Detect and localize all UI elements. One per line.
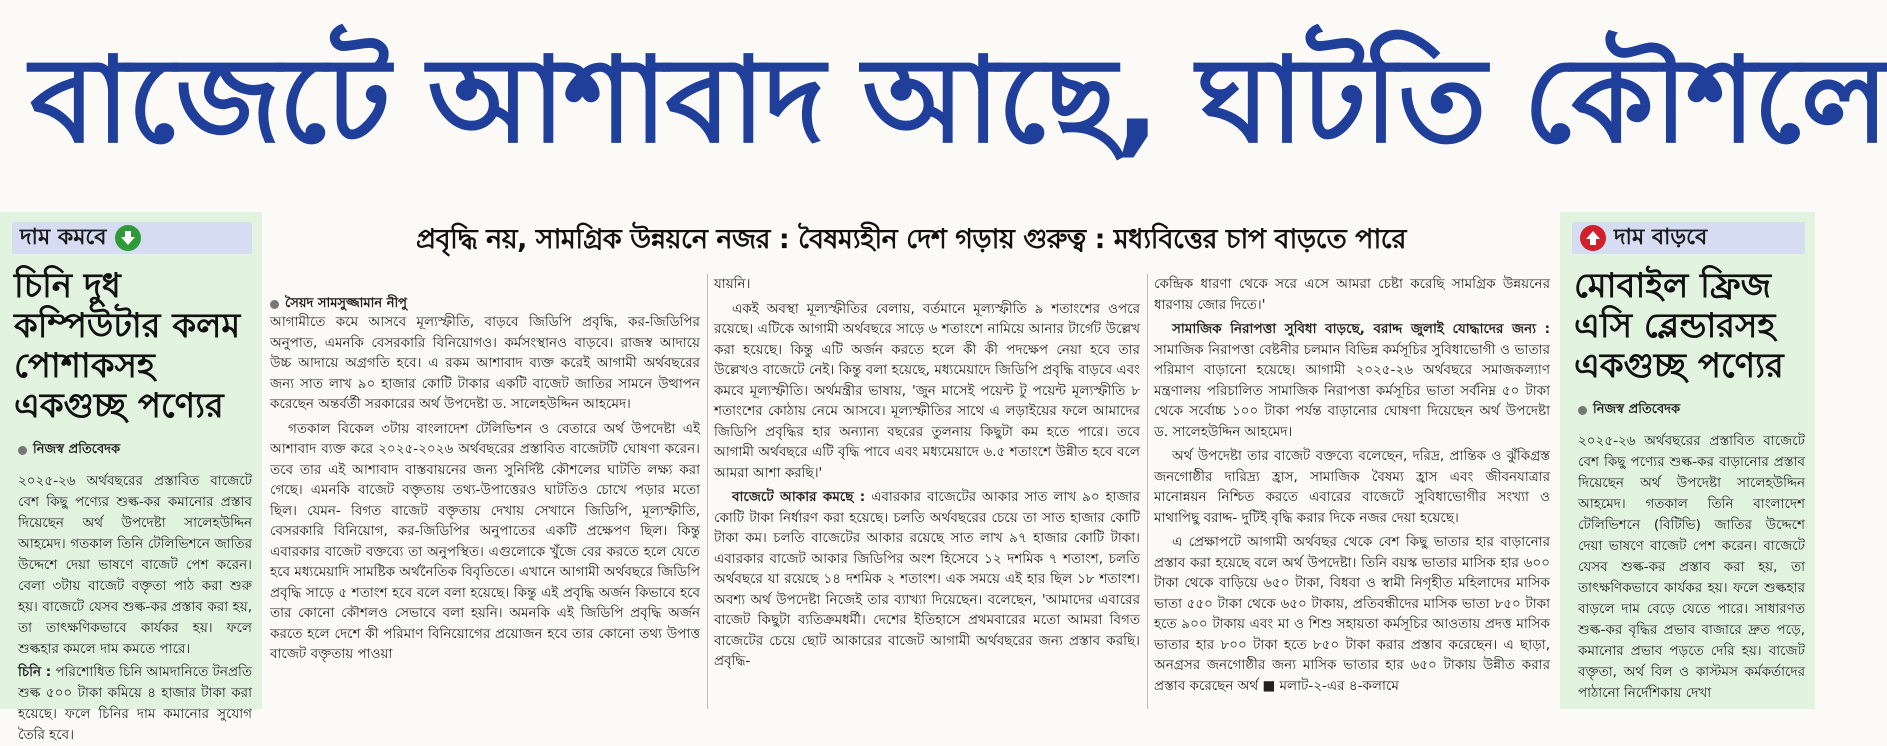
paragraph: এ প্রেক্ষাপটে আগামী অর্থবছর থেকে বেশ কিছু ভাতার হার বাড়ানোর প্রস্তাব করা হয়েছে বলে অর্থ উপদেষ্টা। তিনি বয়স্ক ভাতার মাসিক হার ৬০০ টাকা থেকে বাড়িয়ে ৬৫০ টাকা, বিধবা ও স্বামী নিগৃহীত মহিলাদের মাসিক ভাতা ৫৫০ টাকা থেকে ৬৫০ টাকায়, প্রতিবন্ধীদের মাসিক ভাতা ৮৫০ টাকা হতে ৯০০ টাকায় এবং মা ও শিশু সহায়তা কর্মসূচির আওতায় প্রদত্ত মাসিক ভাতার হার ৮০০ টাকা হতে ৮৫০ টাকা করার প্রস্তাব করেছেন। এ ছাড়া, অনগ্রসর জনগোষ্ঠীর জন্য মাসিক ভাতার হার ৬৫০ টাকায় উন্নীত করার প্রস্তাব করেছেন অর্থ ■ মলাট-২-এর ৪-কলামে [1154,534,1550,694]
article-column-3 [1154,274,1550,709]
subheadline: প্রবৃদ্ধি নয়, সামগ্রিক উন্নয়নে নজর : বৈষম্যহীন দেশ গড়ায় গুরুত্ব : মধ্যবিত্তের চাপ বাড়তে পারে [415,224,1407,255]
right-byline-text: নিজস্ব প্রতিবেদক [1593,402,1681,417]
section-paragraph [1154,319,1550,442]
left-byline [18,440,262,461]
right-title: মোবাইল ফ্রিজ এসি ব্লেন্ডারসহ একগুচ্ছ পণ্যের [1574,266,1784,386]
down-arrow-icon [115,225,141,251]
section-label: বাজেটে আকার কমছে : [732,489,866,505]
section-label: সামাজিক নিরাপত্তা সুবিধা বাড়ছে, বরাদ্দ জুলাই যোদ্ধাদের জন্য : [1172,321,1550,337]
price-up-tag [1572,222,1805,254]
up-arrow-icon [1580,225,1606,251]
tag-label: দাম বাড়বে [1614,224,1708,250]
bullet-icon [270,300,279,309]
left-body-sugar-text: পরিশোধিত চিনি আমদানিতে টনপ্রতি শুল্ক ৫০০ টাকা কমিয়ে ৪ হাজার টাকা করা হয়েছে। ফলে চিনির দাম কমানোর সুযোগ তৈরি হবে। [18,664,253,743]
left-body-sugar-label: চিনি : [18,664,52,680]
section-text: এবারকার বাজেটের আকার সাত লাখ ৯০ হাজার কোটি টাকা নির্ধারণ করা হয়েছে। চলতি অর্থবছরের চেয়ে তা সাত হাজার কোটি টাকা কম। চলতি বাজেটের আকার রয়েছে সাত লাখ ৯৭ হাজার কোটি টাকা। এবারকার বাজেট আকার জিডিপির অংশ হিসেবে ১২ দশমিক ৭ শতাংশ, চলতি অর্থবছরে যা রয়েছে ১৪ দশমিক ২ শতাংশ। এক সময়ে এই হার ছিল ১৮ শতাংশ। অবশ্য অর্থ উপদেষ্টা নিজেই তার ব্যাখ্যা দিয়েছেন। বলেছেন, 'আমাদের এবারের বাজেট কিছুটা ব্যতিক্রমধর্মী। দেশের ইতিহাসে প্রথমবারের মতো আমরা বিগত বাজেটের চেয়ে ছোট আকারের বাজেট আগামী অর্থবছরের জন্য প্রস্তাব করছি। প্রবৃদ্ধি- [714,489,1141,669]
paragraph: যায়নি। [714,276,751,292]
column-divider [707,274,708,709]
bullet-icon [1578,406,1587,415]
paragraph: অর্থ উপদেষ্টা তার বাজেট বক্তব্যে বলেছেন, দরিদ্র, প্রান্তিক ও ঝুঁকিগ্রস্ত জনগোষ্ঠীর দারিদ্র্য হ্রাস, সামাজিক বৈষম্য হ্রাস এবং জীবনযাত্রার মানোন্নয়ন নিশ্চিত করতে এবারের বাজেটে সুবিধাভোগীর সংখ্যা ও মাথাপিছু বরাদ্দ- দুটিই বৃদ্ধি করার দিকে নজর দেয়া হয়েছে। [1154,448,1550,526]
left-body-sugar [18,662,252,746]
bullet-icon [18,446,27,455]
section-text: সামাজিক নিরাপত্তা বেষ্টনীর চলমান বিভিন্ন কর্মসূচির সুবিধাভোগী ও ভাতার পরিমাণ বাড়ানো হয়েছে। আগামী ২০২৫-২৬ অর্থবছরে সমাজকল্যাণ মন্ত্রণালয় পরিচালিত সামাজিক নিরাপত্তা কর্মসূচির ভাতা সর্বনিম্ন ৫০ টাকা থেকে সর্বোচ্চ ১০০ টাকা পর্যন্ত বাড়ানোর ঘোষণা দিয়েছেন অর্থ উপদেষ্টা ড. সালেহউদ্দিন আহমেদ। [1154,341,1550,440]
right-byline [1578,400,1815,421]
main-article [270,212,1552,709]
left-sidebar [0,212,262,743]
paragraph: গতকাল বিকেল ৩টায় বাংলাদেশ টেলিভিশন ও বেতারে অর্থ উপদেষ্টা এই আশাবাদ ব্যক্ত করে ২০২৫-২০২৬ অর্থবছরের প্রস্তাবিত বাজেটটি ঘোষণা করেন। তবে তার এই আশাবাদ বাস্তবায়নের জন্য সুনির্দিষ্ট কৌশলের ঘাটতি লক্ষ্য করা গেছে। এমনকি বাজেট বক্তৃতায় তথ্য-উপাত্তেরও ঘাটতিও চোখে পড়ার মতো ছিল। যেমন- বিগত বাজেট বক্তৃতায় দেখায় সেখানে জিডিপি, মূল্যস্ফীতি, বেসরকারি বিনিয়োগ, কর-জিডিপির অনুপাতের একটি প্রক্ষেপণ ছিল। কিন্তু এবারকার বাজেট বক্তব্যে তা অনুপস্থিত। এগুলোকে খুঁজে বের করতে হলে যেতে হবে মধ্যমেয়াদি সামষ্টিক অর্থনৈতিক বিবৃতিতে। এখানে আগামী অর্থবছরে জিডিপি প্রবৃদ্ধি সাড়ে ৫ শতাংশ হবে বলে বলা হয়েছে। কিন্তু এই প্রবৃদ্ধি অর্জন কিভাবে হবে তার কোনো কৌশলও সেভাবে বলা হয়নি। অমনকি এই জিডিপি প্রবৃদ্ধি অর্জন করতে হলে দেশে কী পরিমাণ বিনিয়োগের প্রয়োজন হবে তার কোনো তথ্য উপাত্ত বাজেট বক্তৃতায় পাওয়া [270,420,700,662]
left-body: ২০২৫-২৬ অর্থবছরের প্রস্তাবিত বাজেটে বেশ কিছু পণ্যের শুল্ক-কর কমানোর প্রস্তাব দিয়েছেন অর্থ উপদেষ্টা সালেহউদ্দিন আহমেদ। গতকাল তিনি টেলিভিশনে জাতির উদ্দেশে দেয়া ভাষণে বাজেট পেশ করেন। বেলা ৩টায় বাজেট বক্তৃতা পাঠ করা শুরু হয়। বাজেটে যেসব শুল্ক-কর প্রস্তাব করা হয়, তা তাৎক্ষণিকভাবে কার্যকর হয়। ফলে শুল্কহার কমলে দাম কমতে পারে। [18,473,252,657]
column-divider [1147,274,1148,709]
tag-label: দাম কমবে [20,224,107,250]
section-paragraph [714,487,1140,672]
article-column-1 [270,312,700,709]
price-down-tag [12,222,252,254]
main-byline-text: সৈয়দ সামসুজ্জামান নীপু [285,296,408,311]
paragraph: কেন্দ্রিক ধারণা থেকে সরে এসে আমরা চেষ্টা করেছি সামগ্রিক উন্নয়নের ধারণায় জোর দিতে।' [1154,276,1550,313]
right-body: ২০২৫-২৬ অর্থবছরের প্রস্তাবিত বাজেটে বেশ কিছু পণ্যের শুল্ক-কর বাড়ানোর প্রস্তাব দিয়েছেন অর্থ উপদেষ্টা সালেহউদ্দিন আহমেদ। গতকাল তিনি বাংলাদেশ টেলিভিশনে (বিটিভি) জাতির উদ্দেশে দেয়া ভাষণে বাজেট পেশ করেন। বাজেটে যেসব শুল্ক-কর প্রস্তাব করা হয়, তা তাৎক্ষণিকভাবে কার্যকর হয়। ফলে শুল্কহার বাড়লে দাম বেড়ে যেতে পারে। সাধারণত শুল্ক-কর বৃদ্ধির প্রভাব বাজারে দ্রুত পড়ে, কমানোর প্রভাব পড়তে দেরি হয়। বাজেট বক্তৃতা, অর্থ বিল ও কাস্টমস কর্মকর্তাদের পাঠানো নির্দেশিকায় দেখা [1578,433,1805,701]
paragraph: একই অবস্থা মূল্যস্ফীতির বেলায়, বর্তমানে মূল্যস্ফীতি ৯ শতাংশের ওপরে রয়েছে। এটিকে আগামী অর্থবছরে সাড়ে ৬ শতাংশে নামিয়ে আনার টার্গেট উল্লেখ করা হয়েছে। কিন্তু এটি অর্জন করতে হলে কী কী পদক্ষেপ নেয়া হবে তার উল্লেখও বাজেটে নেই। কিন্তু বলা হয়েছে, মধ্যমেয়াদে জিডিপি প্রবৃদ্ধি বাড়বে এবং কমবে মূল্যস্ফীতি। অর্থমন্ত্রীর ভাষায়, 'জুন মাসেই পয়েন্ট টু পয়েন্ট মূল্যস্ফীতি ৮ শতাংশের কোঠায় নেমে আসবে। মূল্যস্ফীতির সাথে এ লড়াইয়ের ফলে আমাদের জিডিপি প্রবৃদ্ধির হার অন্যান্য বছরের তুলনায় কিছুটা কম হতে পারে। তবে আগামী অর্থবছরে এটি বৃদ্ধি পাবে এবং মধ্যমেয়াদে ৬.৫ শতাংশে উন্নীত হবে বলে আমরা আশা করছি।' [714,300,1140,481]
left-byline-text: নিজস্ব প্রতিবেদক [33,442,121,457]
right-sidebar [1560,212,1815,709]
article-column-2 [714,274,1140,709]
paragraph: আগামীতে কমে আসবে মূল্যস্ফীতি, বাড়বে জিডিপি প্রবৃদ্ধি, কর-জিডিপির অনুপাত, এমনকি বেসরকারি বিনিয়োগও। কর্মসংস্থানও বাড়বে। রাজস্ব আদায়ে উচ্চ আদায়ে অগ্রগতি হবে। এ রকম আশাবাদ ব্যক্ত করেই আগামী অর্থবছরের জন্য সাত লাখ ৯০ হাজার কোটি টাকার একটি বাজেট জাতির সামনে উত্থাপন করেছেন অন্তর্বর্তী সরকারের অর্থ উপদেষ্টা ড. সালেহউদ্দিন আহমেদ। [270,314,700,412]
headline: বাজেটে আশাবাদ আছে, ঘাটতি কৌশলে [30,31,1887,169]
left-title: চিনি দুধ কম্পিউটার কলম পোশাকসহ একগুচ্ছ পণ্যের [14,266,241,426]
